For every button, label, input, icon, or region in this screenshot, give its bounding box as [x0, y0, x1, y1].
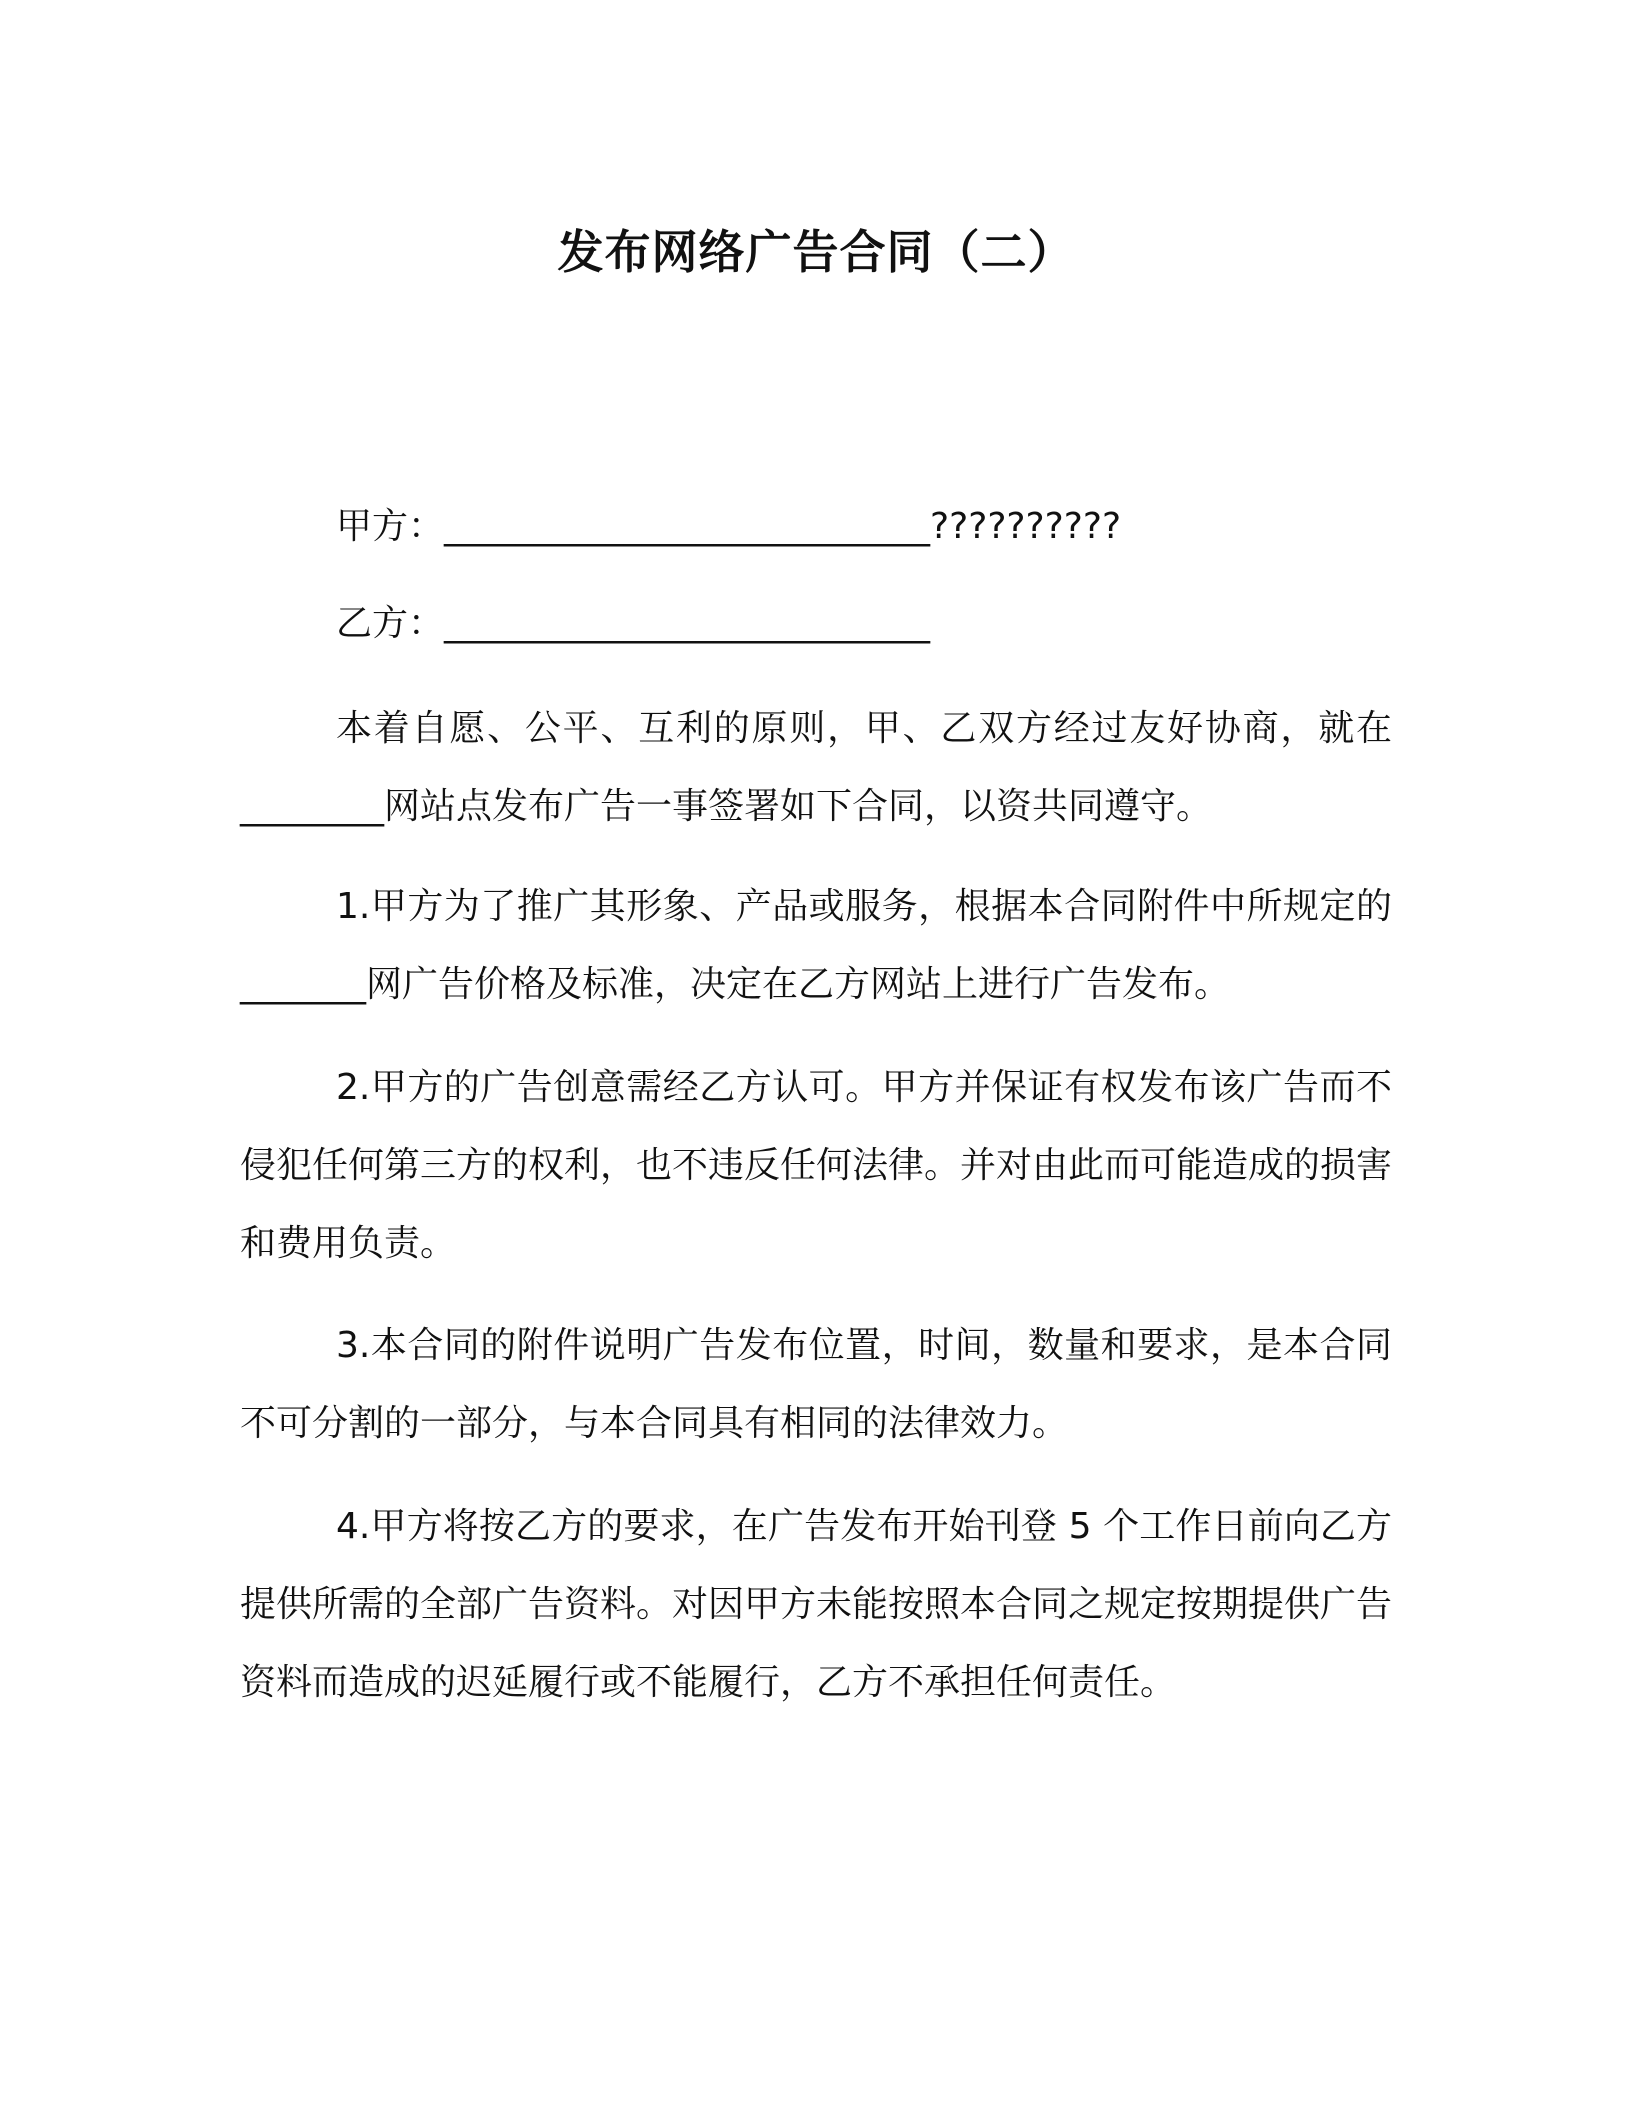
intro-paragraph: 本着自愿、公平、互利的原则，甲、乙双方经过友好协商，就在________网站点发布广告一事签署如下合同，以资共同遵守。	[240, 708, 1392, 827]
clause-4-paragraph: 4.甲方将按乙方的要求，在广告发布开始刊登 5 个工作日前向乙方提供所需的全部广告资料。对因甲方未能按照本合同之规定按期提供广告资料而造成的迟延履行或不能履行，乙方不承担任何责任。	[240, 1506, 1393, 1703]
document-title: 发布网络广告合同（二）	[557, 225, 1075, 279]
clause-1-paragraph: 1.甲方为了推广其形象、产品或服务，根据本合同附件中所规定的_______网广告价格及标准，决定在乙方网站上进行广告发布。	[240, 886, 1392, 1005]
party-a-line: 甲方：___________________________??????????	[336, 506, 1122, 547]
clause-2-paragraph: 2.甲方的广告创意需经乙方认可。甲方并保证有权发布该广告而不侵犯任何第三方的权利，也不违反任何法律。并对由此而可能造成的损害和费用负责。	[240, 1067, 1393, 1264]
clause-3-paragraph: 3.本合同的附件说明广告发布位置，时间，数量和要求，是本合同不可分割的一部分，与本合同具有相同的法律效力。	[240, 1325, 1392, 1444]
party-b-line: 乙方：___________________________	[336, 603, 931, 644]
